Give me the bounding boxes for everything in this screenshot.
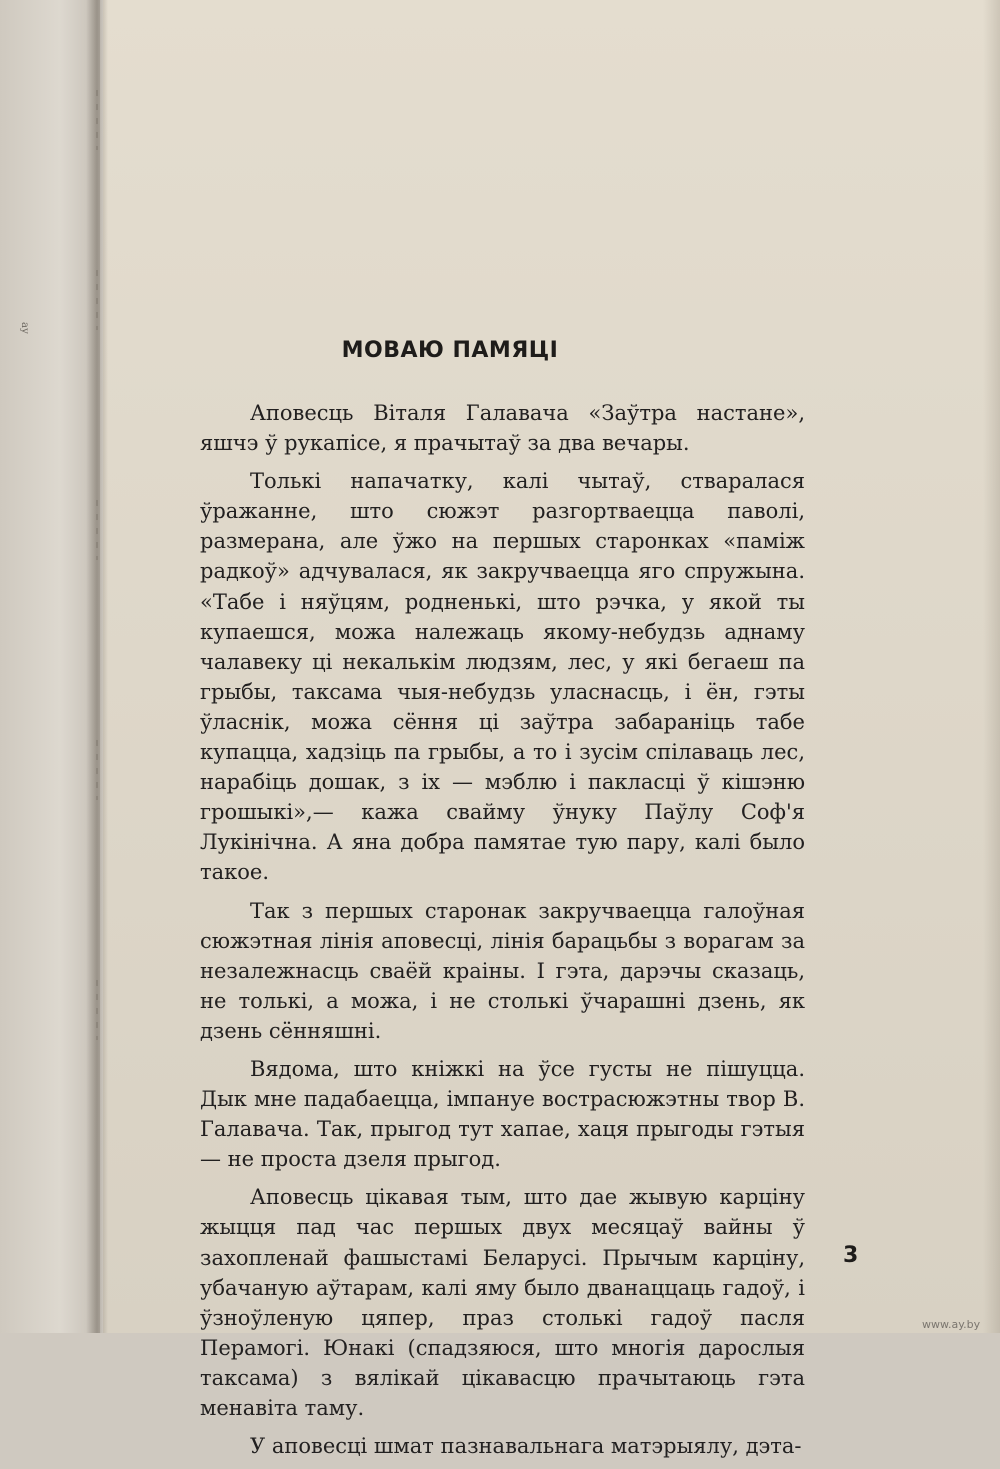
page-number: 3: [843, 1243, 859, 1268]
spine-shadow: [86, 0, 108, 1333]
page-edge-shadow: [983, 0, 1000, 1333]
binding-stitch: [96, 90, 98, 150]
page-title: МОВАЮ ПАМЯЦІ: [341, 338, 559, 363]
binding-stitch: [96, 980, 98, 1040]
left-page: [0, 0, 100, 1333]
paragraph: Аповесць цікавая тым, што дае жывую карціну жыцця пад час першых двух месяцаў вайны ў захопленай фашыстамі Беларусі. Прычым карціну, убачаную аўтарам, калі яму было дванаццаць гадоў, і ўзноўленую цяпер, праз столькі гадоў пасля Перамогі. Юнакі (спадзяюся, што многія дарослыя таксама) з вялікай цікавасцю прачытаюць гэта менавіта таму.: [200, 1185, 805, 1420]
paragraph: Вядома, што кніжкі на ўсе густы не пішуцца. Дык мне падабаецца, імпануе вострасюжэтны твор В. Галавача. Так, прыгод тут хапае, хаця прыгоды гэтыя — не проста дзеля прыгод.: [200, 1056, 805, 1172]
binding-stitch: [96, 740, 98, 800]
body-text: [200, 398, 805, 1469]
paragraph: Так з першых старонак закручваецца галоўная сюжэтная лінія аповесці, лінія барацьбы з ворагам за незалежнасць сваёй краіны. І гэта, дарэчы сказаць, не толькі, а можа, і не столькі ўчарашні дзень, як дзень сённяшні.: [200, 898, 805, 1043]
paragraph: Толькі напачатку, калі чытаў, стваралася ўражанне, што сюжэт разгортваецца паволі, размерана, але ўжо на першых старонках «паміж радкоў» адчувалася, як закручваецца яго спружына. «Табе і няўцям, родненькі, што рэчка, у якой ты купаешся, можа належаць якому-небудзь аднаму чалавеку ці некалькім людзям, лес, у які бегаеш па грыбы, таксама чыя-небудзь уласнасць, і ён, гэты ўласнік, можа сёння ці заўтра забараніць табе купацца, хадзіць па грыбы, а то і зусім спілаваць лес, нарабіць дошак, з іх — мэблю і пакласці ў кішэню грошыкі»,— кажа свайму ўнуку Паўлу Соф'я Лукінічна. А яна добра памятае тую пару, калі было такое.: [200, 469, 805, 885]
paragraph: У аповесці шмат пазнавальнага матэрыялу, дэта-: [250, 1434, 802, 1459]
binding-stitch: [96, 500, 98, 560]
binding-stitch: [96, 270, 98, 330]
paragraph: Аповесць Віталя Галавача «Заўтра настане», яшчэ ў рукапісе, я прачытаў за два вечары.: [200, 401, 805, 456]
left-page-text-fragment: ау: [19, 322, 30, 334]
watermark: www.ay.by: [922, 1318, 981, 1331]
